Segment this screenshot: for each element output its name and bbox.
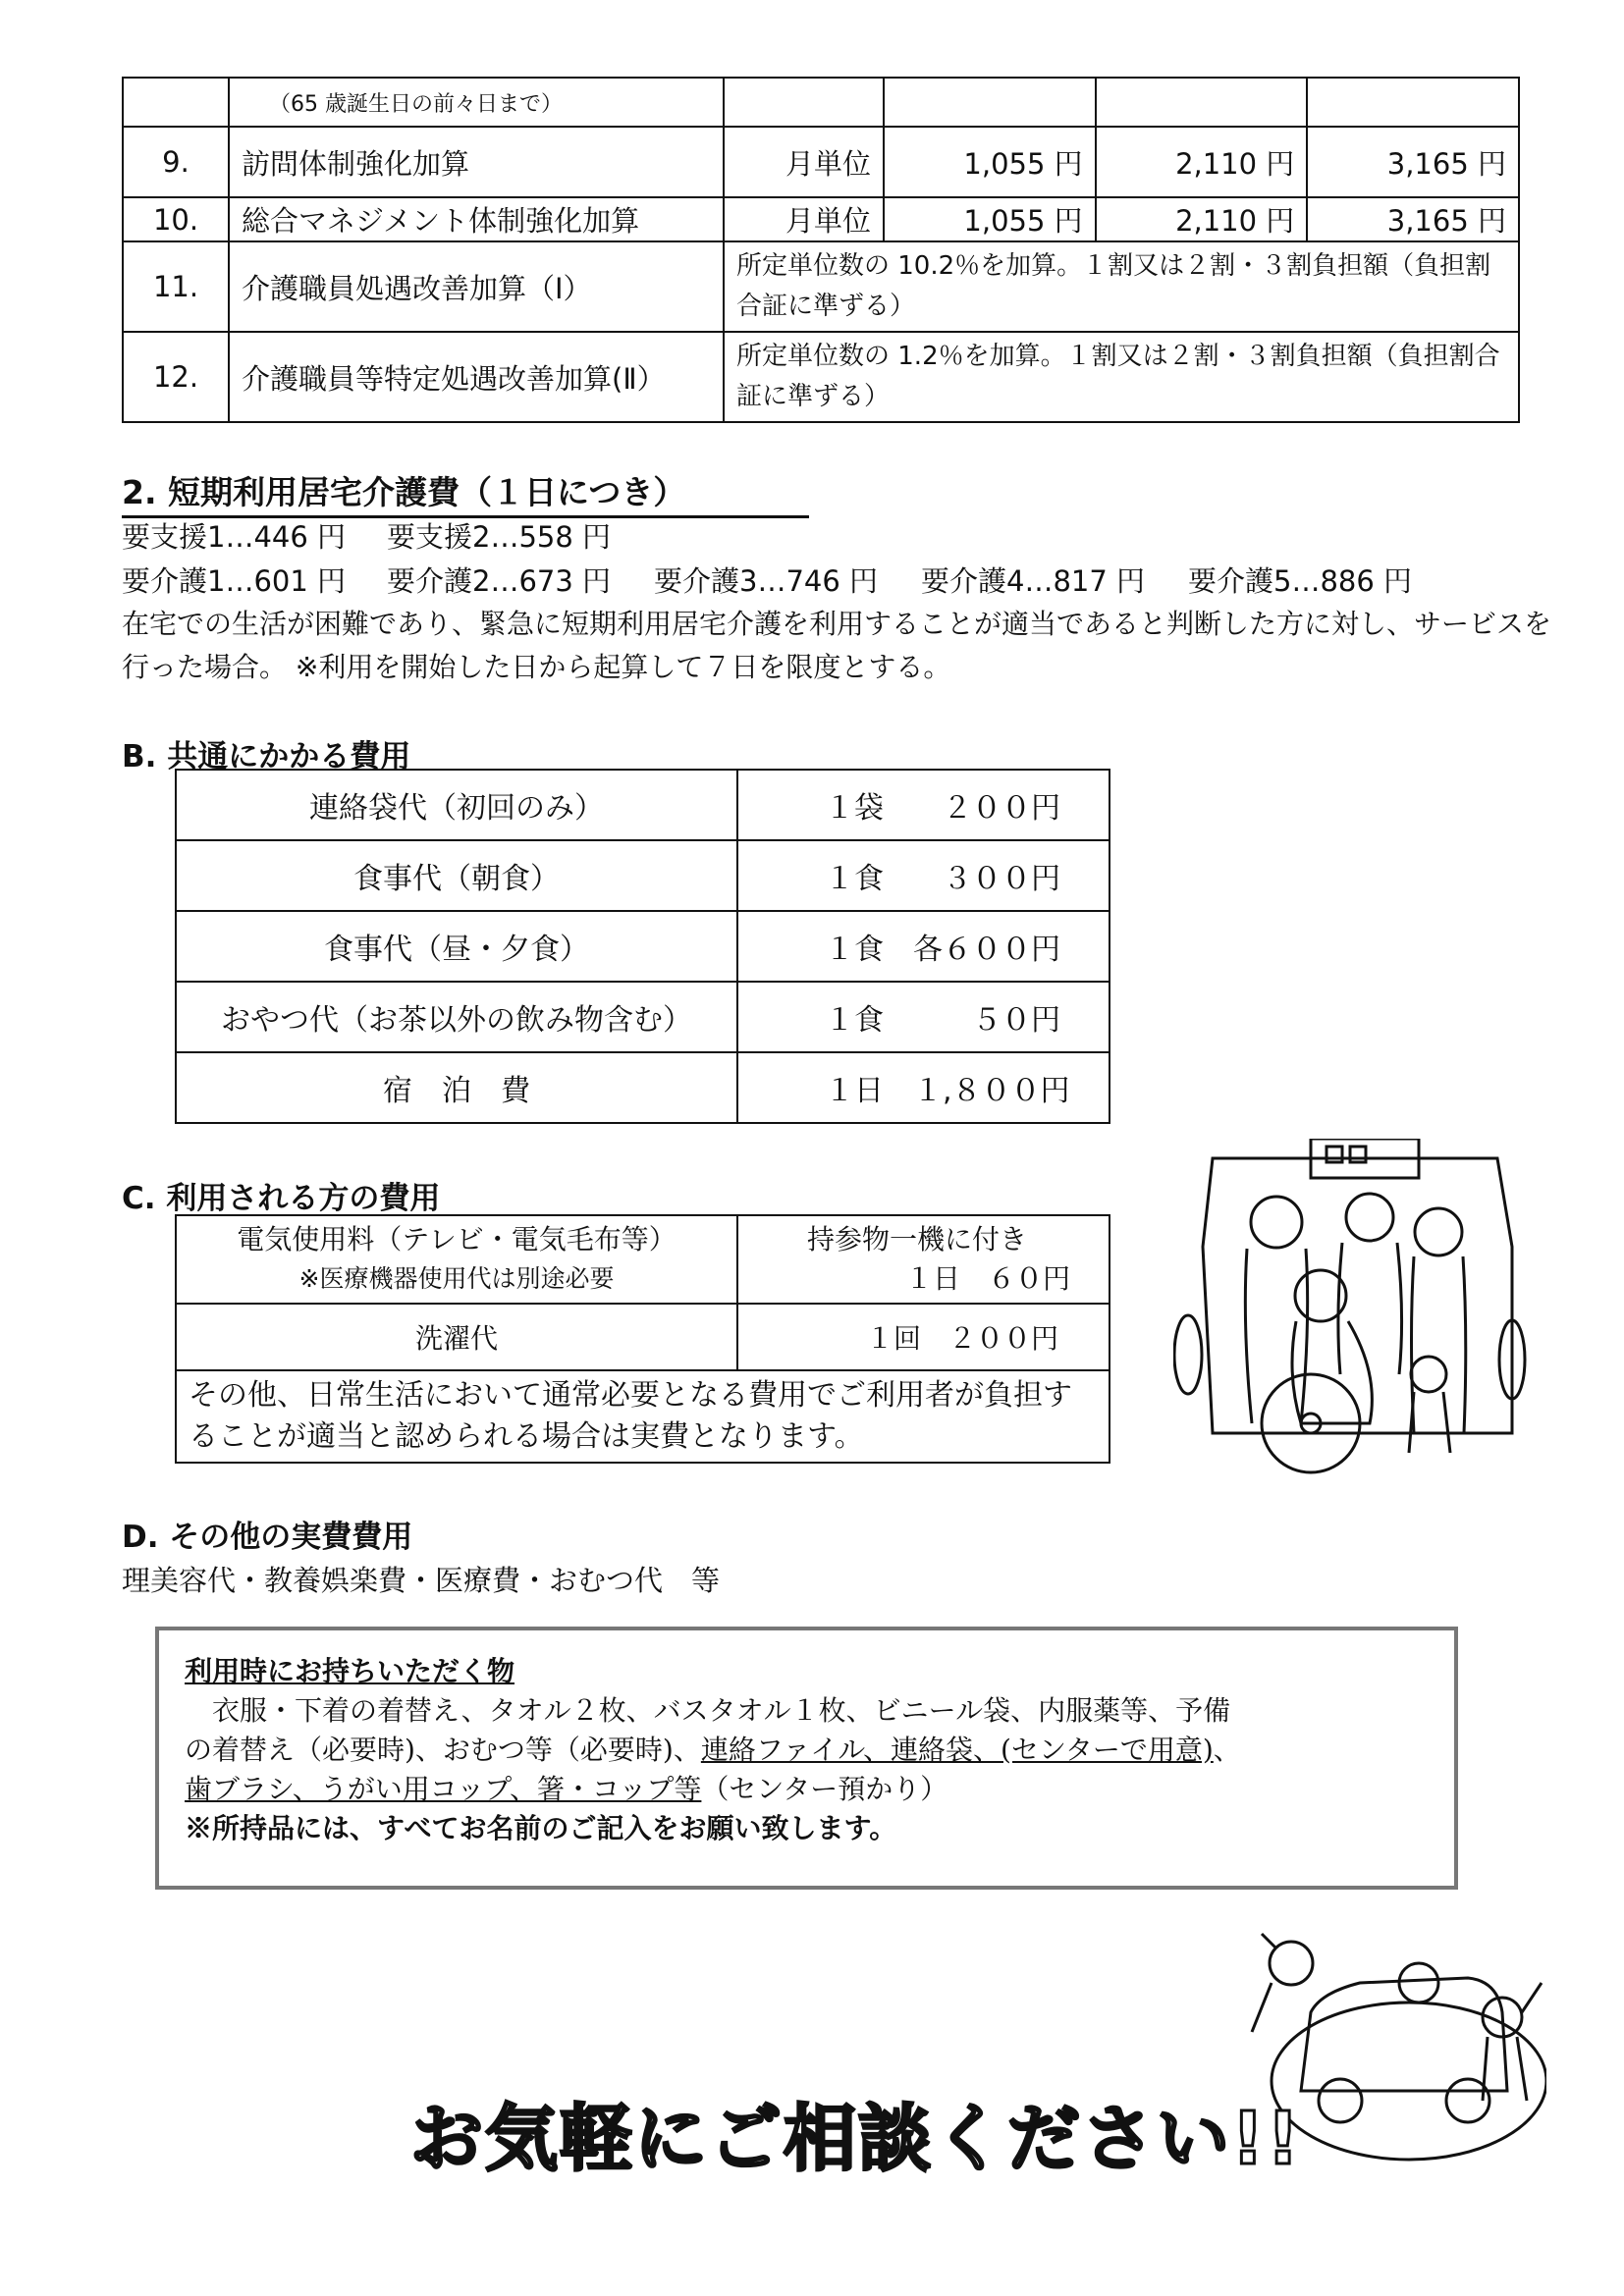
user-fee-table — [175, 1214, 1110, 1464]
items-line-2: の着替え（必要時)、おむつ等（必要時)、連絡ファイル、連絡袋、(センターで用意)、 — [185, 1734, 1241, 1766]
rate-care-3: 要介護3…746 円 — [654, 564, 879, 598]
table-row: おやつ代（お茶以外の飲み物含む） １食 ５０円 — [176, 982, 1110, 1052]
table-row: 食事代（朝食） １食 ３００円 — [176, 840, 1110, 911]
caregivers-illustration — [1173, 1139, 1527, 1492]
closing-message: お気軽にご相談ください!! — [410, 2097, 1302, 2181]
rate-support-1: 要支援1…446 円 — [122, 520, 347, 554]
items-to-bring-title: 利用時にお持ちいただく物 — [185, 1655, 515, 1687]
age-note: （65 歳誕生日の前々日まで） — [229, 78, 724, 127]
table-row: 12. 介護職員等特定処遇改善加算(Ⅱ） 所定単位数の 1.2％を加算。１割又は２割・３割負担額（負担割合証に準ずる） — [123, 332, 1519, 422]
common-fee-table — [175, 769, 1110, 1124]
section-2-title: 2. 短期利用居宅介護費（１日につき） — [122, 467, 809, 518]
laundry-price: １回 ２００円 — [737, 1304, 1110, 1370]
table-row: 10. 総合マネジメント体制強化加算 月単位 1,055 円 2,110 円 3,165 円 — [123, 197, 1519, 241]
section-b-title: B. 共通にかかる費用 — [122, 739, 411, 774]
other-costs-note: その他、日常生活において通常必要となる費用でご利用者が負担することが適当と認められる場合は実費となります。 — [176, 1370, 1110, 1463]
table-row: 宿 泊 費 １日 １,８００円 — [176, 1052, 1110, 1123]
table-row — [176, 1304, 1110, 1370]
items-line-1: 衣服・下着の着替え、タオル２枚、バスタオル１枚、ビニール袋、内服薬等、予備 — [212, 1694, 1231, 1727]
rate-care-5: 要介護5…886 円 — [1188, 564, 1413, 598]
rate-support-2: 要支援2…558 円 — [387, 520, 612, 554]
items-to-bring-box — [155, 1627, 1458, 1890]
table-row: 連絡袋代（初回のみ） １袋 ２００円 — [176, 770, 1110, 840]
section-d-title: D. その他の実費費用 — [122, 1520, 413, 1555]
items-name-note: ※所持品には、すべてお名前のご記入をお願い致します。 — [185, 1812, 897, 1844]
section-2-desc-1: 在宅での生活が困難であり、緊急に短期利用居宅介護を利用することが適当であると判断した方に対し、サービスを — [122, 608, 1552, 640]
electricity-price: １日 ６０円 — [905, 1262, 1071, 1295]
laundry-label: 洗濯代 — [176, 1304, 737, 1370]
rate-care-2: 要介護2…673 円 — [387, 564, 612, 598]
electricity-note: ※医療機器使用代は別途必要 — [298, 1264, 615, 1293]
table-row: 食事代（昼・夕食） １食 各６００円 — [176, 911, 1110, 982]
section-2-desc-2: 行った場合。 ※利用を開始した日から起算して７日を限度とする。 — [122, 651, 951, 683]
addition-fee-table — [122, 77, 1520, 423]
items-line-3: 歯ブラシ、うがい用コップ、箸・コップ等（センター預かり） — [185, 1773, 948, 1805]
rate-care-4: 要介護4…817 円 — [921, 564, 1146, 598]
electricity-price-unit: 持参物一機に付き — [807, 1223, 1028, 1255]
section-d-text: 理美容代・教養娯楽費・医療費・おむつ代 等 — [122, 1564, 721, 1597]
section-c-title: C. 利用される方の費用 — [122, 1181, 441, 1216]
rate-care-1: 要介護1…601 円 — [122, 564, 347, 598]
table-row — [176, 1215, 1110, 1304]
table-row: 9. 訪問体制強化加算 月単位 1,055 円 2,110 円 3,165 円 — [123, 127, 1519, 197]
electricity-label: 電気使用料（テレビ・電気毛布等） — [237, 1223, 677, 1255]
table-row: 11. 介護職員処遇改善加算（Ⅰ） 所定単位数の 10.2％を加算。１割又は２割・３割負担額（負担割合証に準ずる） — [123, 241, 1519, 332]
